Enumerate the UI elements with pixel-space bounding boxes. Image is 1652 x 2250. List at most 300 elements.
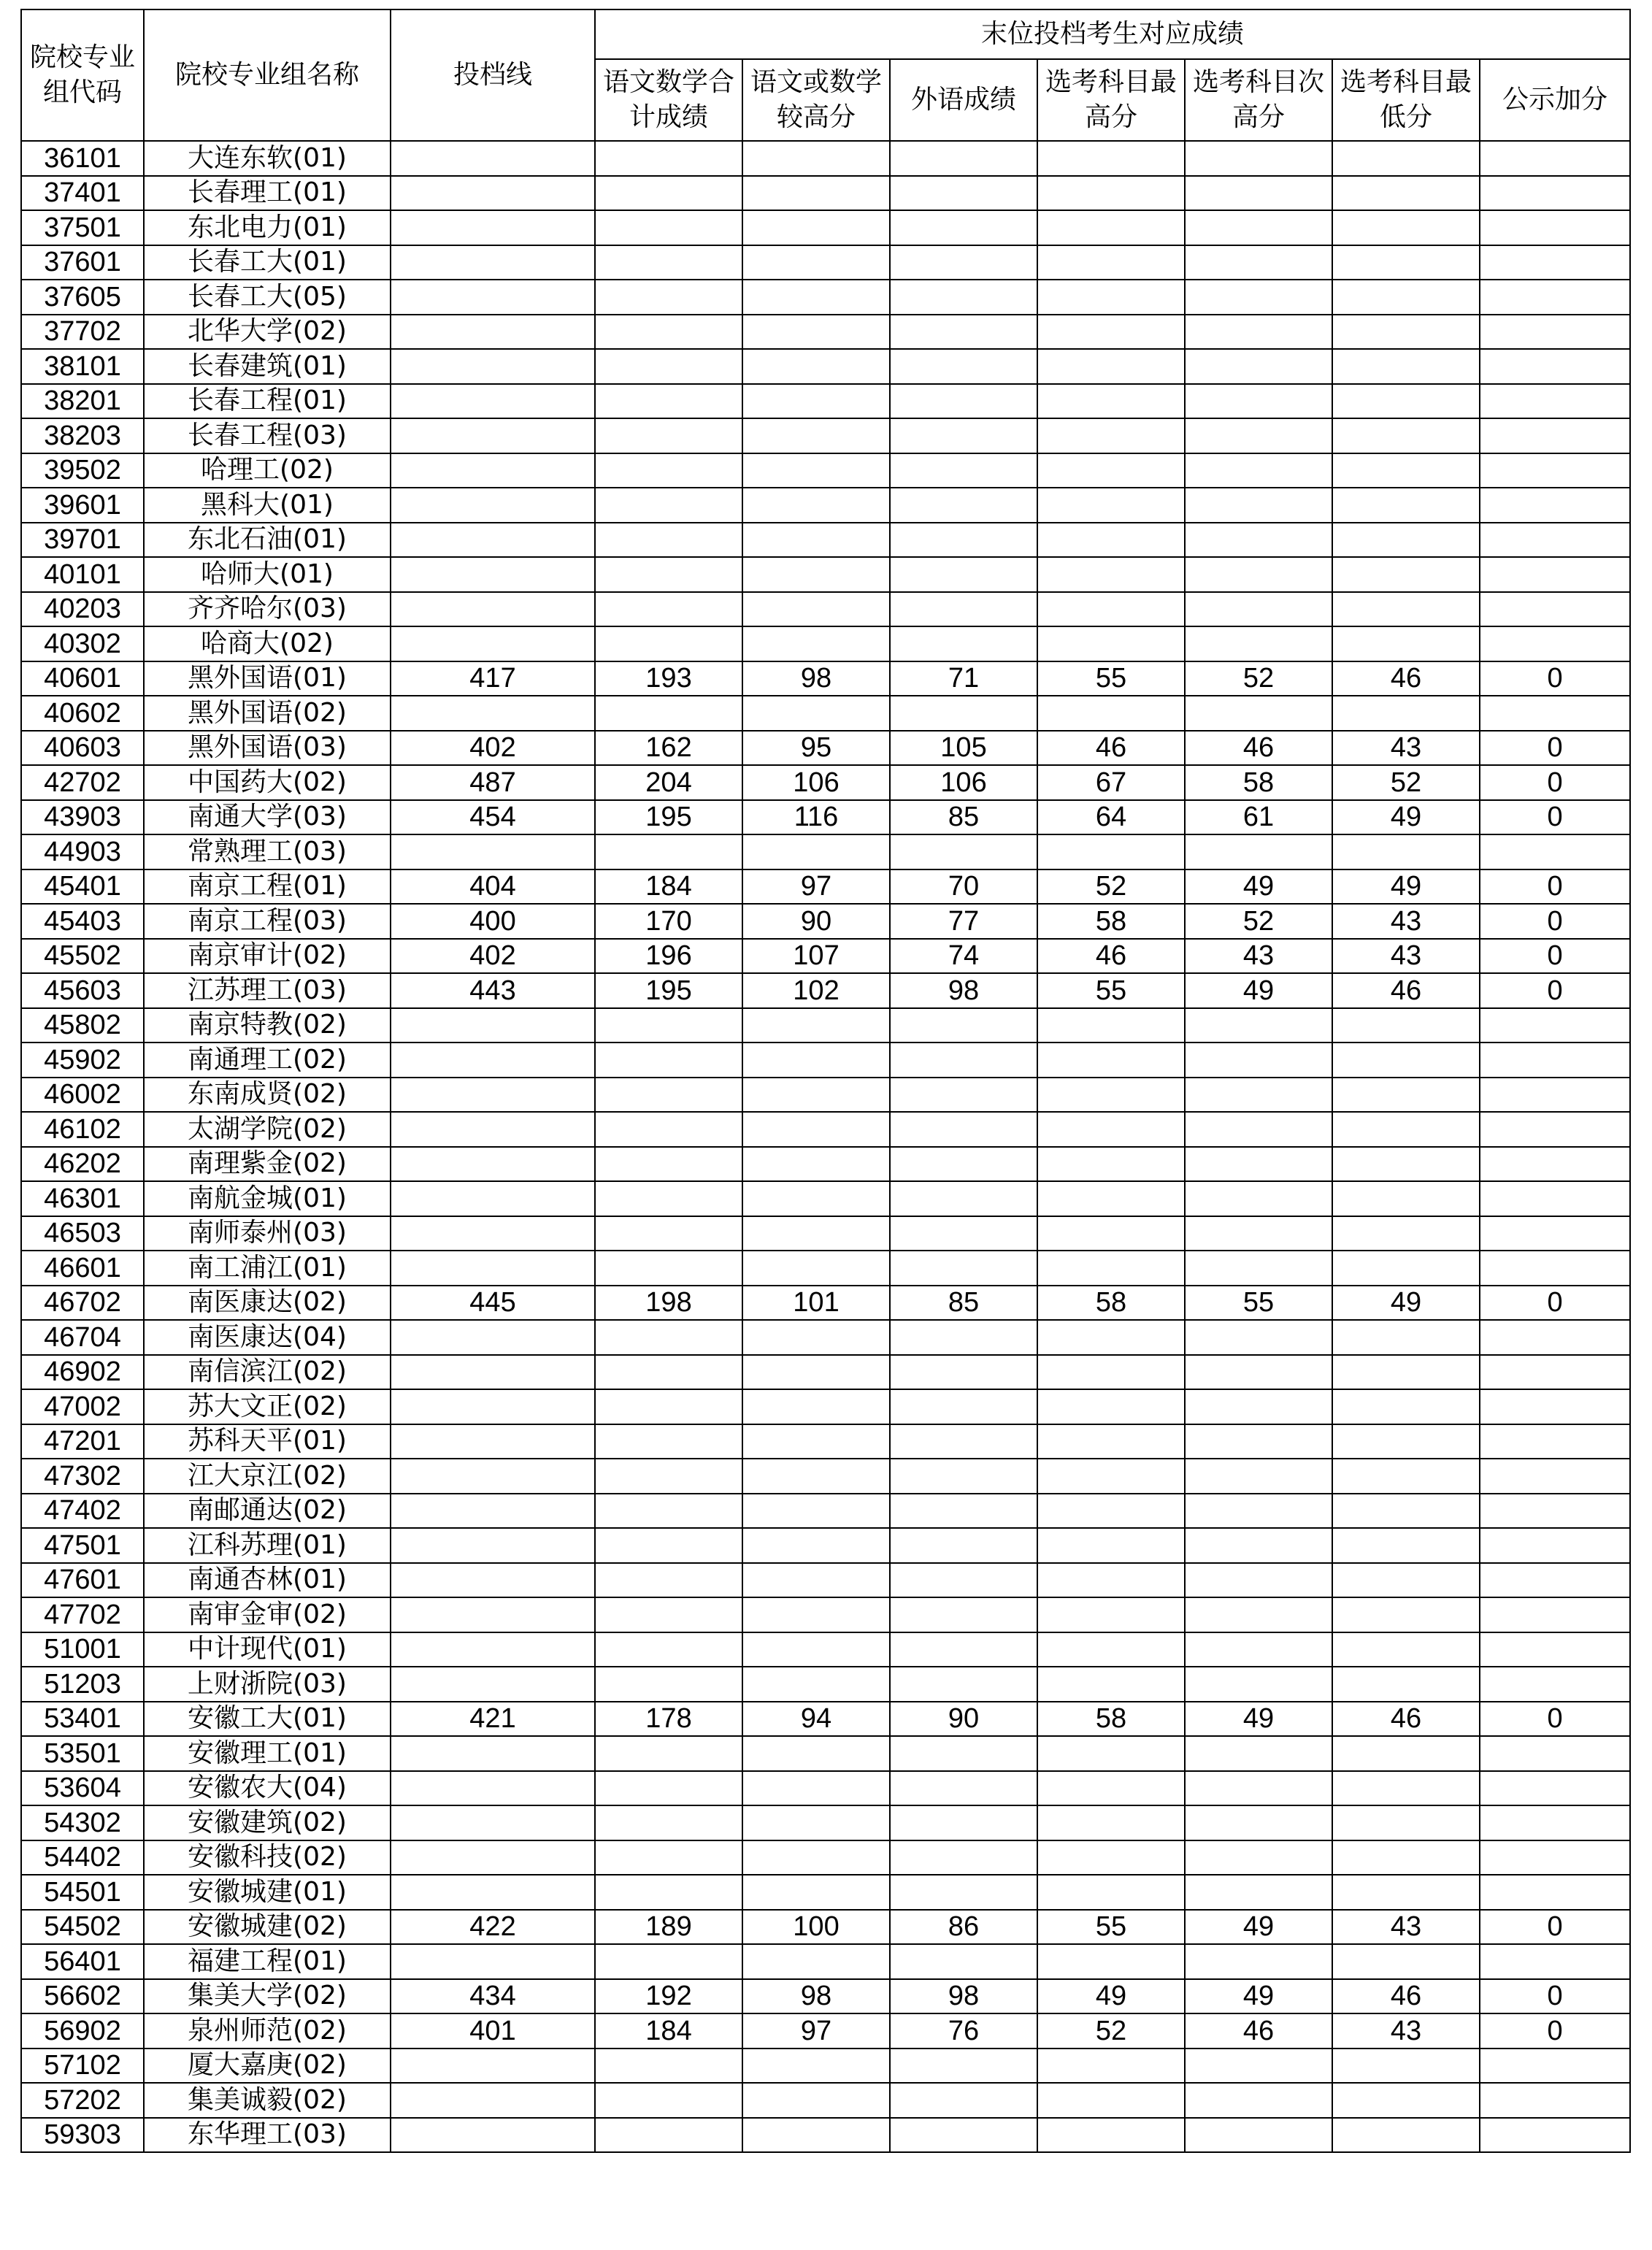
elective-second-cell xyxy=(1185,1459,1332,1494)
group-code-cell: 47201 xyxy=(21,1424,144,1459)
group-code-cell: 47601 xyxy=(21,1563,144,1598)
chinese-math-total-cell xyxy=(595,1008,742,1043)
foreign-language-cell xyxy=(890,2049,1037,2084)
foreign-language-cell xyxy=(890,1563,1037,1598)
elective-lowest-cell xyxy=(1332,1632,1480,1667)
elective-second-cell xyxy=(1185,1528,1332,1563)
elective-lowest-cell xyxy=(1332,1112,1480,1147)
higher-score-cell xyxy=(742,1112,890,1147)
elective-second-cell xyxy=(1185,1320,1332,1355)
cutoff-cell xyxy=(391,1424,595,1459)
elective-second-cell: 49 xyxy=(1185,1910,1332,1945)
bonus-cell xyxy=(1480,1494,1630,1529)
higher-score-cell: 97 xyxy=(742,2013,890,2049)
elective-second-cell xyxy=(1185,1355,1332,1390)
foreign-language-cell xyxy=(890,1043,1037,1078)
group-name-cell: 厦大嘉庚(02) xyxy=(144,2049,391,2084)
higher-score-cell xyxy=(742,1320,890,1355)
table-row xyxy=(21,834,1630,869)
elective-highest-cell xyxy=(1037,1840,1185,1875)
chinese-math-total-cell: 170 xyxy=(595,904,742,939)
group-code-cell: 39701 xyxy=(21,523,144,558)
elective-lowest-cell xyxy=(1332,210,1480,245)
elective-lowest-cell xyxy=(1332,280,1480,315)
chinese-math-total-cell xyxy=(595,626,742,661)
header-chinese-math-total: 语文数学合计成绩 xyxy=(595,59,742,141)
chinese-math-total-cell: 184 xyxy=(595,2013,742,2049)
table-row xyxy=(21,1667,1630,1702)
higher-score-cell xyxy=(742,245,890,280)
elective-second-cell: 58 xyxy=(1185,765,1332,800)
table-row xyxy=(21,1944,1630,1979)
chinese-math-total-cell: 195 xyxy=(595,800,742,835)
elective-lowest-cell: 43 xyxy=(1332,1910,1480,1945)
higher-score-cell: 106 xyxy=(742,765,890,800)
header-bonus-points: 公示加分 xyxy=(1480,59,1630,141)
elective-highest-cell xyxy=(1037,696,1185,731)
group-code-cell: 45502 xyxy=(21,939,144,974)
foreign-language-cell xyxy=(890,1736,1037,1771)
foreign-language-cell xyxy=(890,384,1037,419)
higher-score-cell xyxy=(742,349,890,384)
foreign-language-cell: 105 xyxy=(890,731,1037,766)
elective-lowest-cell xyxy=(1332,1043,1480,1078)
higher-score-cell xyxy=(742,1181,890,1216)
foreign-language-cell xyxy=(890,1771,1037,1806)
chinese-math-total-cell: 184 xyxy=(595,869,742,905)
higher-score-cell: 107 xyxy=(742,939,890,974)
elective-highest-cell xyxy=(1037,592,1185,627)
foreign-language-cell: 74 xyxy=(890,939,1037,974)
bonus-cell: 0 xyxy=(1480,973,1630,1008)
higher-score-cell: 94 xyxy=(742,1702,890,1737)
elective-second-cell xyxy=(1185,315,1332,350)
table-row xyxy=(21,1632,1630,1667)
chinese-math-total-cell: 192 xyxy=(595,1979,742,2014)
cutoff-cell xyxy=(391,1563,595,1598)
table-row xyxy=(21,1008,1630,1043)
group-name-cell: 长春工程(01) xyxy=(144,384,391,419)
elective-second-cell xyxy=(1185,626,1332,661)
table-row xyxy=(21,1840,1630,1875)
elective-second-cell: 49 xyxy=(1185,869,1332,905)
group-name-cell: 哈师大(01) xyxy=(144,557,391,592)
elective-second-cell: 49 xyxy=(1185,1979,1332,2014)
group-code-cell: 46102 xyxy=(21,1112,144,1147)
cutoff-cell xyxy=(391,2083,595,2118)
elective-lowest-cell: 49 xyxy=(1332,1286,1480,1321)
group-name-cell: 南医康达(04) xyxy=(144,1320,391,1355)
elective-lowest-cell xyxy=(1332,2083,1480,2118)
foreign-language-cell xyxy=(890,1078,1037,1113)
elective-second-cell xyxy=(1185,1632,1332,1667)
elective-highest-cell xyxy=(1037,1597,1185,1632)
elective-second-cell xyxy=(1185,1944,1332,1979)
elective-lowest-cell xyxy=(1332,696,1480,731)
foreign-language-cell xyxy=(890,210,1037,245)
group-code-cell: 56902 xyxy=(21,2013,144,2049)
group-name-cell: 上财浙院(03) xyxy=(144,1667,391,1702)
elective-highest-cell xyxy=(1037,1216,1185,1251)
table-row xyxy=(21,210,1630,245)
table-row xyxy=(21,1181,1630,1216)
cutoff-cell xyxy=(391,453,595,488)
bonus-cell xyxy=(1480,210,1630,245)
cutoff-cell xyxy=(391,1944,595,1979)
bonus-cell: 0 xyxy=(1480,765,1630,800)
foreign-language-cell xyxy=(890,592,1037,627)
table-row xyxy=(21,2013,1630,2049)
chinese-math-total-cell xyxy=(595,592,742,627)
foreign-language-cell xyxy=(890,1251,1037,1286)
elective-lowest-cell xyxy=(1332,1181,1480,1216)
elective-lowest-cell xyxy=(1332,1563,1480,1598)
cutoff-cell xyxy=(391,557,595,592)
elective-highest-cell: 64 xyxy=(1037,800,1185,835)
table-row xyxy=(21,1597,1630,1632)
foreign-language-cell: 76 xyxy=(890,2013,1037,2049)
chinese-math-total-cell xyxy=(595,1424,742,1459)
foreign-language-cell xyxy=(890,176,1037,211)
cutoff-cell xyxy=(391,1320,595,1355)
group-name-cell: 黑外国语(02) xyxy=(144,696,391,731)
table-row xyxy=(21,1424,1630,1459)
group-code-cell: 53604 xyxy=(21,1771,144,1806)
group-code-cell: 43903 xyxy=(21,800,144,835)
group-code-cell: 59303 xyxy=(21,2118,144,2153)
group-name-cell: 安徽科技(02) xyxy=(144,1840,391,1875)
group-name-cell: 南京特教(02) xyxy=(144,1008,391,1043)
bonus-cell: 0 xyxy=(1480,904,1630,939)
cutoff-cell xyxy=(391,1389,595,1424)
table-row xyxy=(21,488,1630,523)
cutoff-cell xyxy=(391,1147,595,1182)
elective-second-cell xyxy=(1185,1008,1332,1043)
elective-lowest-cell xyxy=(1332,1251,1480,1286)
higher-score-cell xyxy=(742,315,890,350)
elective-lowest-cell: 43 xyxy=(1332,904,1480,939)
foreign-language-cell: 85 xyxy=(890,800,1037,835)
elective-highest-cell: 67 xyxy=(1037,765,1185,800)
elective-second-cell xyxy=(1185,1771,1332,1806)
higher-score-cell xyxy=(742,1043,890,1078)
bonus-cell xyxy=(1480,1181,1630,1216)
chinese-math-total-cell xyxy=(595,1147,742,1182)
table-row xyxy=(21,1389,1630,1424)
elective-highest-cell xyxy=(1037,834,1185,869)
chinese-math-total-cell: 178 xyxy=(595,1702,742,1737)
table-row xyxy=(21,800,1630,835)
elective-lowest-cell xyxy=(1332,592,1480,627)
group-code-cell: 39502 xyxy=(21,453,144,488)
bonus-cell xyxy=(1480,2083,1630,2118)
table-row xyxy=(21,245,1630,280)
table-row xyxy=(21,1112,1630,1147)
group-code-cell: 40603 xyxy=(21,731,144,766)
group-name-cell: 南信滨江(02) xyxy=(144,1355,391,1390)
elective-highest-cell xyxy=(1037,141,1185,176)
elective-highest-cell xyxy=(1037,1944,1185,1979)
cutoff-cell: 400 xyxy=(391,904,595,939)
foreign-language-cell xyxy=(890,2118,1037,2153)
elective-lowest-cell: 46 xyxy=(1332,1702,1480,1737)
cutoff-cell xyxy=(391,176,595,211)
chinese-math-total-cell xyxy=(595,453,742,488)
table-row xyxy=(21,1771,1630,1806)
group-name-cell: 东华理工(03) xyxy=(144,2118,391,2153)
table-row xyxy=(21,904,1630,939)
group-name-cell: 中计现代(01) xyxy=(144,1632,391,1667)
elective-lowest-cell: 46 xyxy=(1332,1979,1480,2014)
foreign-language-cell xyxy=(890,1389,1037,1424)
foreign-language-cell xyxy=(890,1944,1037,1979)
table-row xyxy=(21,384,1630,419)
elective-lowest-cell: 49 xyxy=(1332,800,1480,835)
elective-second-cell xyxy=(1185,2083,1332,2118)
bonus-cell xyxy=(1480,1424,1630,1459)
header-group-name: 院校专业组名称 xyxy=(144,9,391,141)
bonus-cell xyxy=(1480,418,1630,453)
group-name-cell: 安徽工大(01) xyxy=(144,1702,391,1737)
elective-second-cell xyxy=(1185,1216,1332,1251)
group-name-cell: 安徽城建(02) xyxy=(144,1910,391,1945)
elective-highest-cell: 58 xyxy=(1037,1286,1185,1321)
higher-score-cell xyxy=(742,1008,890,1043)
group-name-cell: 中国药大(02) xyxy=(144,765,391,800)
header-elective-highest: 选考科目最高分 xyxy=(1037,59,1185,141)
bonus-cell: 0 xyxy=(1480,731,1630,766)
foreign-language-cell xyxy=(890,349,1037,384)
group-code-cell: 54302 xyxy=(21,1805,144,1840)
chinese-math-total-cell: 196 xyxy=(595,939,742,974)
elective-second-cell xyxy=(1185,834,1332,869)
group-name-cell: 安徽建筑(02) xyxy=(144,1805,391,1840)
elective-highest-cell xyxy=(1037,2049,1185,2084)
group-code-cell: 38203 xyxy=(21,418,144,453)
elective-lowest-cell xyxy=(1332,1216,1480,1251)
table-row xyxy=(21,418,1630,453)
group-name-cell: 泉州师范(02) xyxy=(144,2013,391,2049)
table-row xyxy=(21,973,1630,1008)
elective-highest-cell xyxy=(1037,1805,1185,1840)
group-code-cell: 46002 xyxy=(21,1078,144,1113)
elective-highest-cell xyxy=(1037,1181,1185,1216)
table-row xyxy=(21,1702,1630,1737)
higher-score-cell xyxy=(742,1944,890,1979)
group-code-cell: 40203 xyxy=(21,592,144,627)
group-code-cell: 47002 xyxy=(21,1389,144,1424)
elective-second-cell xyxy=(1185,2118,1332,2153)
bonus-cell xyxy=(1480,488,1630,523)
group-code-cell: 37401 xyxy=(21,176,144,211)
bonus-cell xyxy=(1480,1771,1630,1806)
foreign-language-cell xyxy=(890,315,1037,350)
group-code-cell: 36101 xyxy=(21,141,144,176)
foreign-language-cell xyxy=(890,245,1037,280)
bonus-cell xyxy=(1480,1112,1630,1147)
higher-score-cell xyxy=(742,280,890,315)
elective-lowest-cell xyxy=(1332,1008,1480,1043)
foreign-language-cell xyxy=(890,626,1037,661)
elective-second-cell xyxy=(1185,1043,1332,1078)
elective-lowest-cell: 43 xyxy=(1332,939,1480,974)
cutoff-cell xyxy=(391,418,595,453)
group-code-cell: 45401 xyxy=(21,869,144,905)
higher-score-cell xyxy=(742,592,890,627)
elective-highest-cell xyxy=(1037,1320,1185,1355)
group-code-cell: 54402 xyxy=(21,1840,144,1875)
elective-lowest-cell xyxy=(1332,453,1480,488)
group-name-cell: 哈理工(02) xyxy=(144,453,391,488)
cutoff-cell xyxy=(391,1494,595,1529)
table-row xyxy=(21,1286,1630,1321)
chinese-math-total-cell xyxy=(595,1078,742,1113)
foreign-language-cell xyxy=(890,1632,1037,1667)
elective-highest-cell xyxy=(1037,176,1185,211)
bonus-cell: 0 xyxy=(1480,939,1630,974)
elective-highest-cell: 58 xyxy=(1037,904,1185,939)
cutoff-cell xyxy=(391,1112,595,1147)
foreign-language-cell xyxy=(890,1597,1037,1632)
group-code-cell: 57102 xyxy=(21,2049,144,2084)
chinese-math-total-cell: 162 xyxy=(595,731,742,766)
group-name-cell: 苏大文正(02) xyxy=(144,1389,391,1424)
elective-lowest-cell xyxy=(1332,488,1480,523)
higher-score-cell xyxy=(742,834,890,869)
chinese-math-total-cell xyxy=(595,1944,742,1979)
elective-second-cell xyxy=(1185,523,1332,558)
cutoff-cell: 402 xyxy=(391,731,595,766)
elective-second-cell xyxy=(1185,1805,1332,1840)
elective-lowest-cell xyxy=(1332,1597,1480,1632)
table-row xyxy=(21,453,1630,488)
bonus-cell xyxy=(1480,834,1630,869)
table-row xyxy=(21,315,1630,350)
cutoff-cell xyxy=(391,1597,595,1632)
chinese-math-total-cell: 193 xyxy=(595,661,742,696)
higher-score-cell: 100 xyxy=(742,1910,890,1945)
higher-score-cell: 102 xyxy=(742,973,890,1008)
elective-highest-cell xyxy=(1037,1736,1185,1771)
elective-highest-cell xyxy=(1037,1112,1185,1147)
elective-highest-cell xyxy=(1037,1043,1185,1078)
chinese-math-total-cell xyxy=(595,1840,742,1875)
higher-score-cell xyxy=(742,1563,890,1598)
elective-second-cell xyxy=(1185,488,1332,523)
group-code-cell: 46702 xyxy=(21,1286,144,1321)
cutoff-cell xyxy=(391,315,595,350)
elective-highest-cell xyxy=(1037,1494,1185,1529)
elective-second-cell: 46 xyxy=(1185,2013,1332,2049)
cutoff-cell xyxy=(391,1736,595,1771)
table-row xyxy=(21,765,1630,800)
cutoff-cell xyxy=(391,1216,595,1251)
elective-highest-cell xyxy=(1037,280,1185,315)
foreign-language-cell xyxy=(890,280,1037,315)
elective-second-cell xyxy=(1185,1424,1332,1459)
elective-highest-cell xyxy=(1037,1008,1185,1043)
group-code-cell: 40101 xyxy=(21,557,144,592)
chinese-math-total-cell xyxy=(595,1597,742,1632)
table-row xyxy=(21,1736,1630,1771)
cutoff-cell: 443 xyxy=(391,973,595,1008)
foreign-language-cell xyxy=(890,1216,1037,1251)
group-code-cell: 56401 xyxy=(21,1944,144,1979)
chinese-math-total-cell xyxy=(595,1216,742,1251)
group-code-cell: 38101 xyxy=(21,349,144,384)
elective-lowest-cell xyxy=(1332,315,1480,350)
group-code-cell: 42702 xyxy=(21,765,144,800)
bonus-cell xyxy=(1480,1078,1630,1113)
cutoff-cell xyxy=(391,2118,595,2153)
chinese-math-total-cell xyxy=(595,176,742,211)
cutoff-cell xyxy=(391,626,595,661)
header-cutoff-line: 投档线 xyxy=(391,9,595,141)
bonus-cell xyxy=(1480,1563,1630,1598)
group-name-cell: 长春建筑(01) xyxy=(144,349,391,384)
table-row xyxy=(21,280,1630,315)
bonus-cell xyxy=(1480,1632,1630,1667)
chinese-math-total-cell xyxy=(595,1528,742,1563)
elective-lowest-cell: 46 xyxy=(1332,661,1480,696)
higher-score-cell xyxy=(742,384,890,419)
cutoff-cell: 402 xyxy=(391,939,595,974)
bonus-cell: 0 xyxy=(1480,1979,1630,2014)
elective-second-cell xyxy=(1185,1563,1332,1598)
bonus-cell xyxy=(1480,384,1630,419)
elective-highest-cell: 52 xyxy=(1037,869,1185,905)
cutoff-cell xyxy=(391,384,595,419)
bonus-cell: 0 xyxy=(1480,1910,1630,1945)
cutoff-cell: 401 xyxy=(391,2013,595,2049)
bonus-cell xyxy=(1480,1251,1630,1286)
higher-score-cell xyxy=(742,523,890,558)
bonus-cell xyxy=(1480,592,1630,627)
elective-second-cell xyxy=(1185,210,1332,245)
bonus-cell xyxy=(1480,349,1630,384)
group-code-cell: 47302 xyxy=(21,1459,144,1494)
elective-second-cell: 49 xyxy=(1185,973,1332,1008)
elective-highest-cell xyxy=(1037,1147,1185,1182)
elective-second-cell xyxy=(1185,1078,1332,1113)
elective-highest-cell xyxy=(1037,245,1185,280)
group-name-cell: 南京工程(01) xyxy=(144,869,391,905)
cutoff-cell xyxy=(391,2049,595,2084)
cutoff-cell: 487 xyxy=(391,765,595,800)
group-name-cell: 集美大学(02) xyxy=(144,1979,391,2014)
header-last-admitted-scores: 末位投档考生对应成绩 xyxy=(595,9,1630,59)
cutoff-cell xyxy=(391,141,595,176)
group-name-cell: 集美诚毅(02) xyxy=(144,2083,391,2118)
table-body xyxy=(21,141,1630,2152)
table-row xyxy=(21,523,1630,558)
elective-highest-cell xyxy=(1037,418,1185,453)
group-code-cell: 37501 xyxy=(21,210,144,245)
group-code-cell: 51203 xyxy=(21,1667,144,1702)
elective-highest-cell xyxy=(1037,384,1185,419)
elective-second-cell xyxy=(1185,176,1332,211)
foreign-language-cell xyxy=(890,1147,1037,1182)
group-code-cell: 46704 xyxy=(21,1320,144,1355)
group-code-cell: 53501 xyxy=(21,1736,144,1771)
bonus-cell xyxy=(1480,1528,1630,1563)
cutoff-cell xyxy=(391,1078,595,1113)
elective-second-cell xyxy=(1185,592,1332,627)
elective-second-cell xyxy=(1185,2049,1332,2084)
foreign-language-cell xyxy=(890,1875,1037,1910)
group-name-cell: 南通理工(02) xyxy=(144,1043,391,1078)
table-row xyxy=(21,1805,1630,1840)
